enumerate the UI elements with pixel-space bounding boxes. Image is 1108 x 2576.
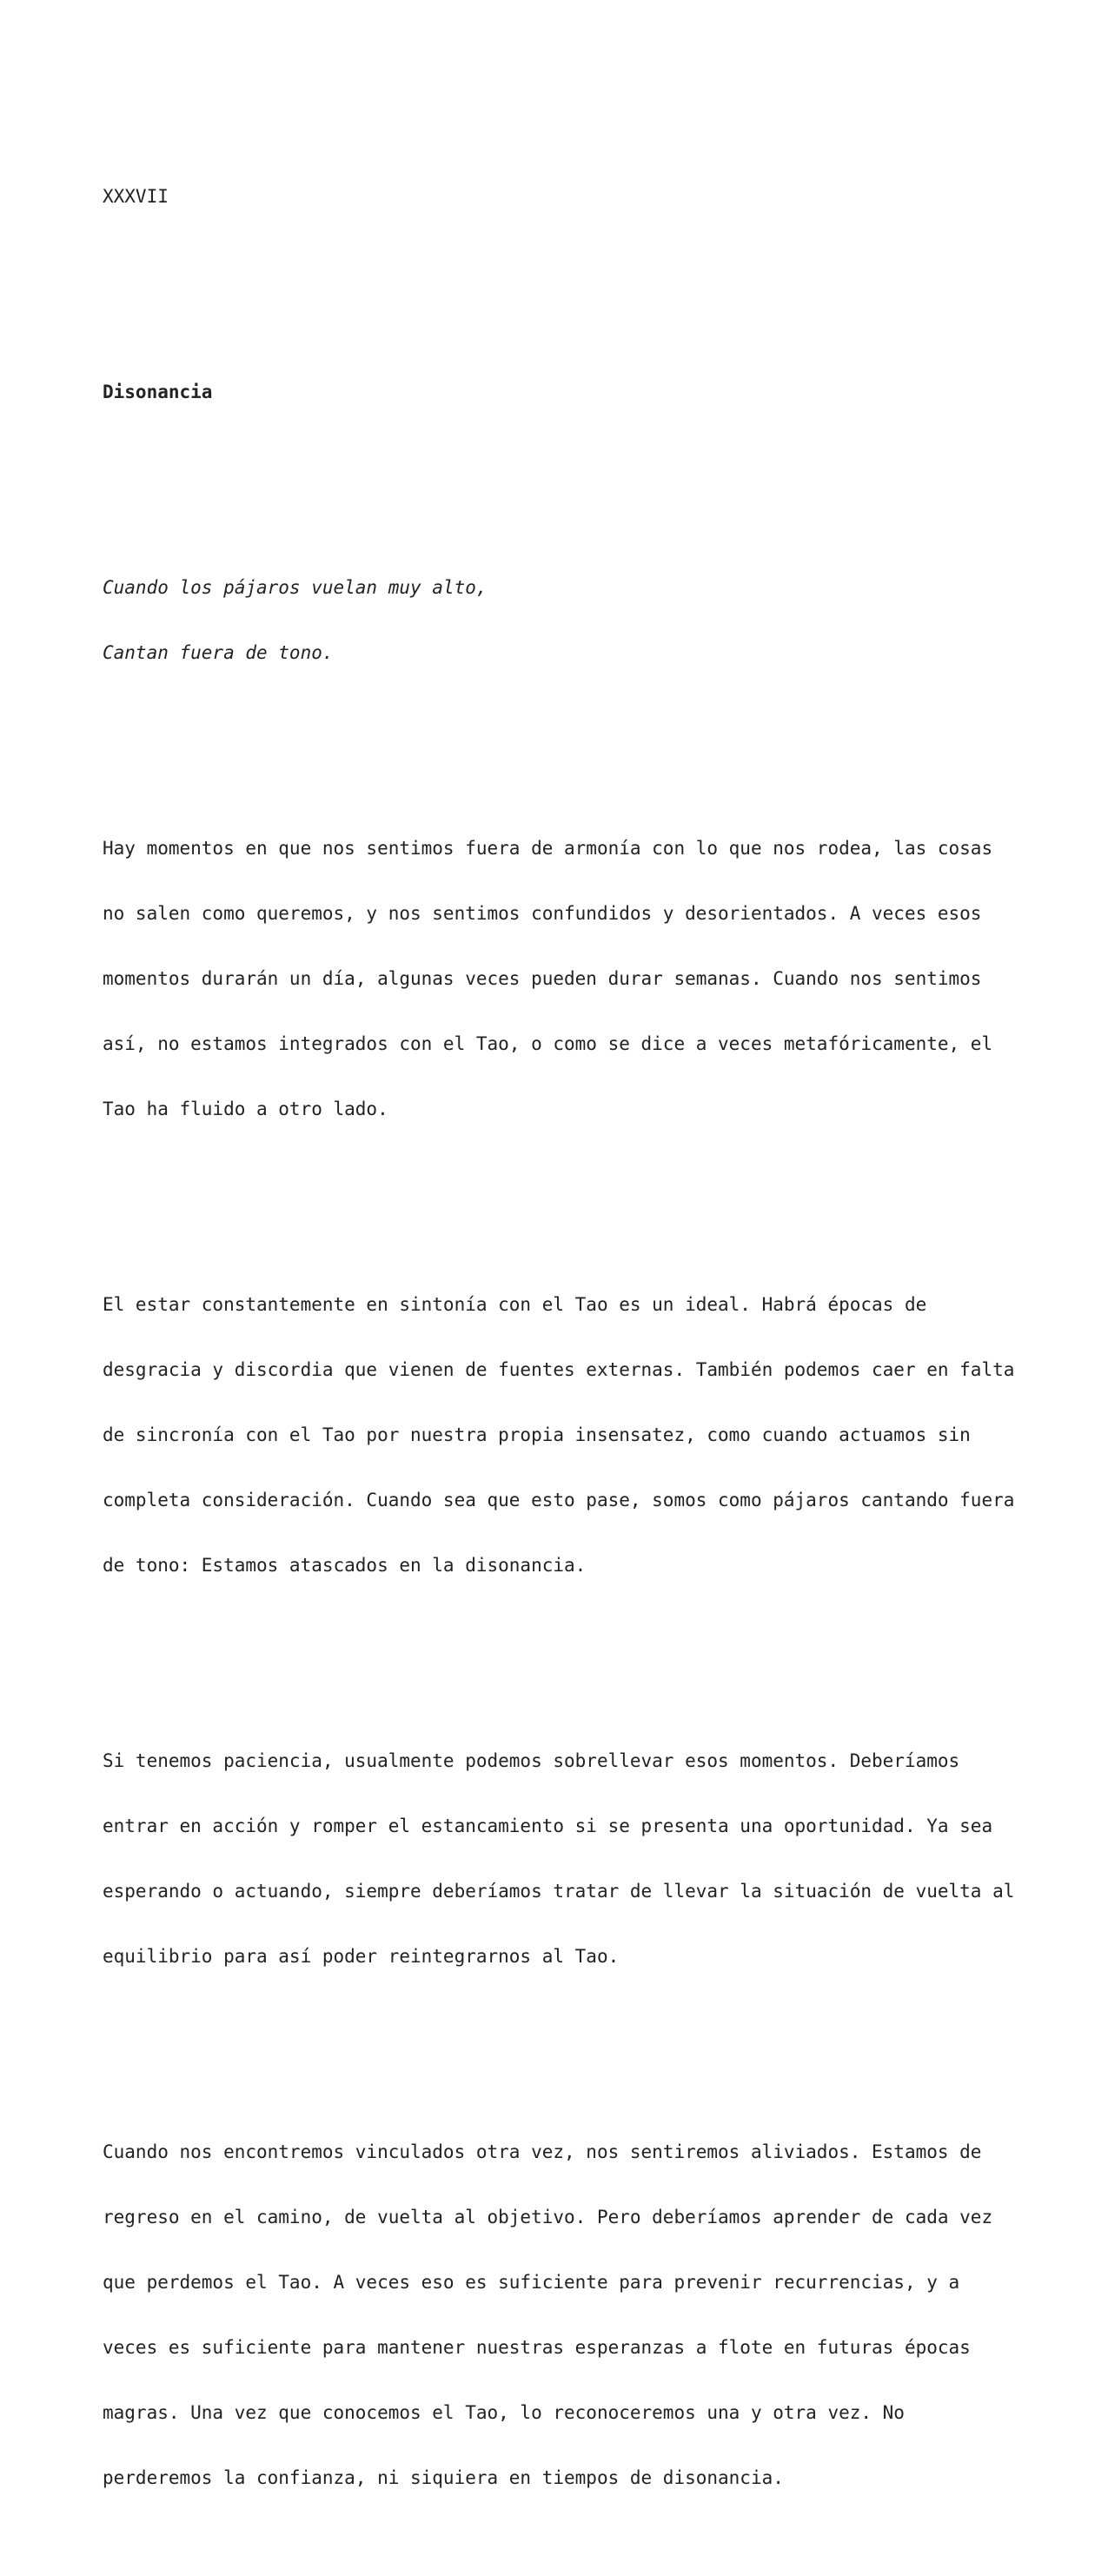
paragraph-2 <box>103 1251 1041 1620</box>
paragraph-line: no salen como queremos, y nos sentimos confundidos y desorientados. A veces esos <box>103 903 982 924</box>
paragraph-line: veces es suficiente para mantener nuestras esperanzas a flote en futuras épocas <box>103 2337 971 2358</box>
paragraph-line: regreso en el camino, de vuelta al objetivo. Pero deberíamos aprender de cada vez <box>103 2207 993 2227</box>
paragraph-line: que perdemos el Tao. A veces eso es suficiente para prevenir recurrencias, y a <box>103 2272 960 2293</box>
paragraph-line: magras. Una vez que conocemos el Tao, lo reconoceremos una y otra vez. No <box>103 2402 905 2423</box>
paragraph-line: El estar constantemente en sintonía con el Tao es un ideal. Habrá épocas de <box>103 1294 927 1315</box>
epigraph <box>103 534 1041 707</box>
epigraph-line: Cantan fuera de tono. <box>103 642 334 663</box>
paragraph-line: Cuando nos encontremos vinculados otra vez, nos sentiremos aliviados. Estamos de <box>103 2141 982 2162</box>
paragraph-line: Tao ha fluido a otro lado. <box>103 1099 388 1119</box>
document-page <box>103 99 1041 2576</box>
paragraph-line: perderemos la confianza, ni siquiera en tiempos de disonancia. <box>103 2467 784 2488</box>
paragraph-line: así, no estamos integrados con el Tao, o como se dice a veces metafóricamente, el <box>103 1033 993 1054</box>
paragraph-line: entrar en acción y romper el estancamiento si se presenta una oportunidad. Ya sea <box>103 1816 993 1836</box>
paragraph-line: Si tenemos paciencia, usualmente podemos sobrellevar esos momentos. Deberíamos <box>103 1750 960 1771</box>
paragraph-3 <box>103 1707 1041 2011</box>
paragraph-line: equilibrio para así poder reintegrarnos al Tao. <box>103 1946 620 1967</box>
paragraph-line: momentos durarán un día, algunas veces pueden durar semanas. Cuando nos sentimos <box>103 968 982 989</box>
paragraph-4 <box>103 2098 1041 2533</box>
paragraph-line: Hay momentos en que nos sentimos fuera de armonía con lo que nos rodea, las cosas <box>103 838 993 859</box>
paragraph-line: de sincronía con el Tao por nuestra propia insensatez, como cuando actuamos sin <box>103 1424 971 1445</box>
chapter-number-text: XXXVII <box>103 186 169 207</box>
epigraph-line: Cuando los pájaros vuelan muy alto, <box>103 577 488 598</box>
paragraph-1 <box>103 794 1041 1164</box>
paragraph-line: desgracia y discordia que vienen de fuentes externas. También podemos caer en falta <box>103 1359 1015 1380</box>
paragraph-line: esperando o actuando, siempre deberíamos tratar de llevar la situación de vuelta al <box>103 1881 1015 1902</box>
paragraph-line: completa consideración. Cuando sea que esto pase, somos como pájaros cantando fuera <box>103 1490 1015 1510</box>
paragraph-line: de tono: Estamos atascados en la disonancia. <box>103 1555 587 1576</box>
chapter-number <box>103 143 1041 251</box>
chapter-title-text: Disonancia <box>103 382 213 402</box>
chapter-title <box>103 338 1041 447</box>
